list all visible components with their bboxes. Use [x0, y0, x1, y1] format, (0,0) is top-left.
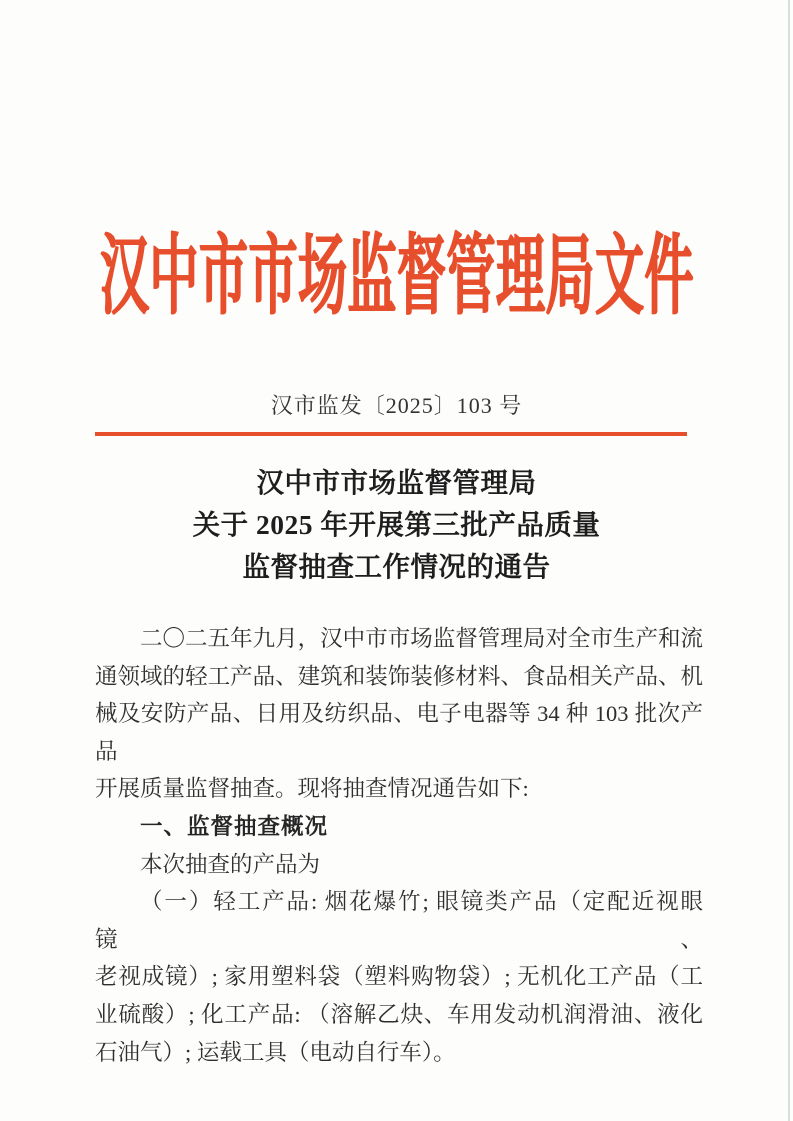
- document-title-line-1: 汉中市市场监督管理局: [256, 467, 537, 498]
- document-number: 汉市监发〔2025〕103 号: [270, 393, 523, 418]
- section-heading: 一、监督抽查概况: [140, 813, 329, 839]
- agency-letterhead: 汉中市市场监督管理局文件: [99, 226, 694, 326]
- body-line: 石油气）; 运载工具（电动自行车）。: [95, 1039, 456, 1065]
- document-body: [95, 620, 703, 1071]
- document-title-line-3: 监督抽查工作情况的通告: [242, 551, 551, 582]
- body-line: 通领域的轻工产品、建筑和装饰装修材料、食品相关产品、机: [95, 663, 703, 689]
- body-line: 老视成镜）; 家用塑料袋（塑料购物袋）; 无机化工产品（工: [95, 964, 703, 990]
- body-line: （一）轻工产品: 烟花爆竹; 眼镜类产品（定配近视眼镜、: [95, 889, 703, 952]
- scan-edge-artifact: [788, 0, 790, 1121]
- body-line: 开展质量监督抽查。现将抽查情况通告如下:: [95, 776, 529, 802]
- body-line: 业硫酸）; 化工产品: （溶解乙炔、车用发动机润滑油、液化: [95, 1001, 703, 1027]
- red-divider-line: [95, 432, 687, 436]
- document-title: [0, 462, 793, 588]
- body-line: 械及安防产品、日用及纺织品、电子电器等 34 种 103 批次产品: [95, 701, 703, 764]
- body-line: 二〇二五年九月，汉中市市场监督管理局对全市生产和流: [140, 626, 703, 651]
- document-title-line-2: 关于 2025 年开展第三批产品质量: [192, 509, 601, 540]
- body-line: 本次抽查的产品为: [140, 851, 321, 877]
